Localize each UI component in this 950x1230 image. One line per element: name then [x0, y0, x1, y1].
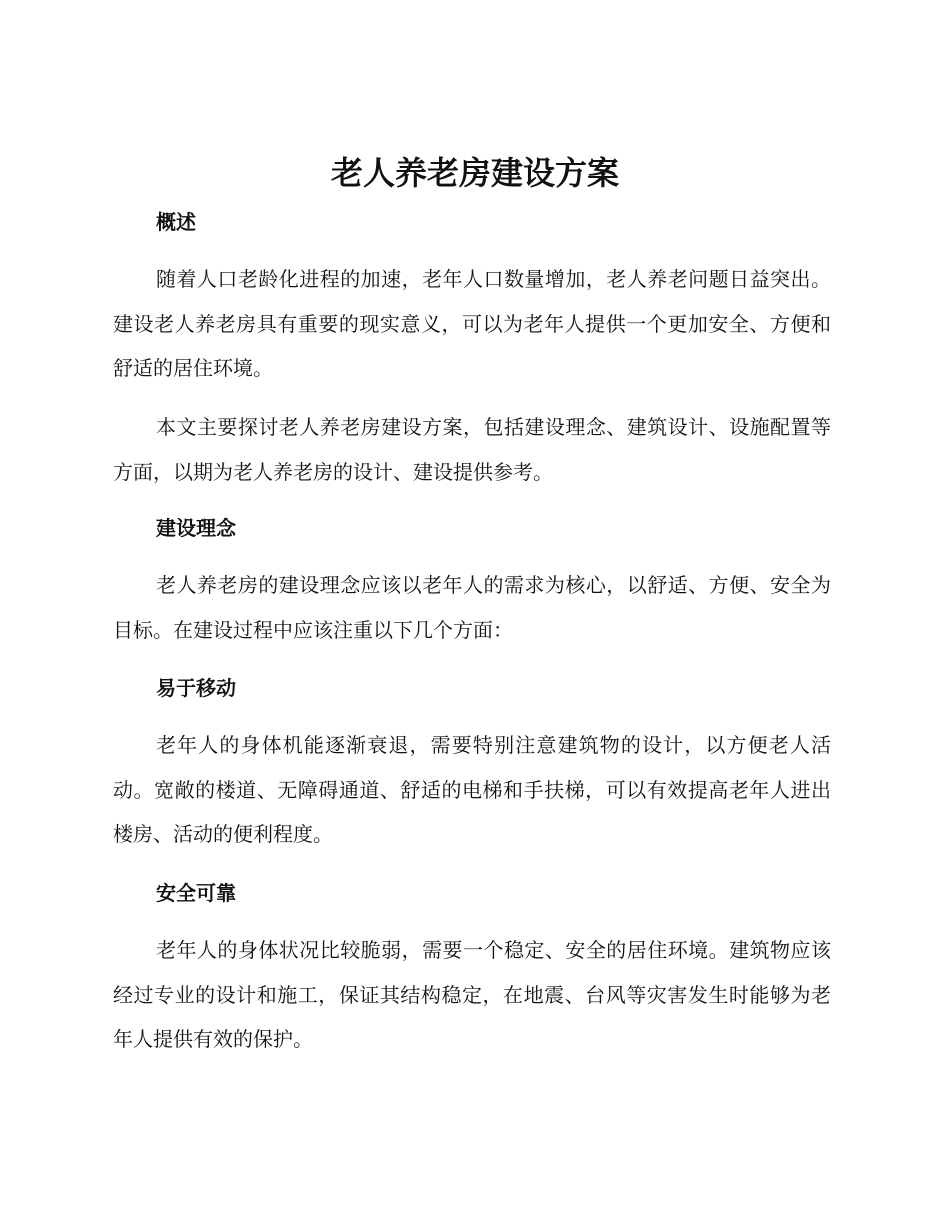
section-heading-mobility: 易于移动: [156, 676, 236, 700]
section-heading-concept: 建设理念: [156, 516, 236, 540]
document-title: 老人养老房建设方案: [330, 154, 619, 192]
section-heading-safety: 安全可靠: [156, 881, 236, 905]
paragraph: 老年人的身体状况比较脆弱，需要一个稳定、安全的居住环境。建筑物应该经过专业的设计和施工，保证其结构稳定，在地震、台风等灾害发生时能够为老年人提供有效的保护。: [113, 938, 831, 1051]
section-heading-overview: 概述: [156, 210, 196, 234]
paragraph: 老年人的身体机能逐渐衰退，需要特别注意建筑物的设计，以方便老人活动。宽敞的楼道、无障碍通道、舒适的电梯和手扶梯，可以有效提高老年人进出楼房、活动的便利程度。: [113, 733, 831, 846]
paragraph: 本文主要探讨老人养老房建设方案，包括建设理念、建筑设计、设施配置等方面，以期为老人养老房的设计、建设提供参考。: [113, 415, 831, 484]
paragraph: 随着人口老龄化进程的加速，老年人口数量增加，老人养老问题日益突出。建设老人养老房具有重要的现实意义，可以为老年人提供一个更加安全、方便和舒适的居住环境。: [113, 267, 831, 380]
paragraph: 老人养老房的建设理念应该以老年人的需求为核心，以舒适、方便、安全为目标。在建设过程中应该注重以下几个方面：: [113, 573, 831, 642]
